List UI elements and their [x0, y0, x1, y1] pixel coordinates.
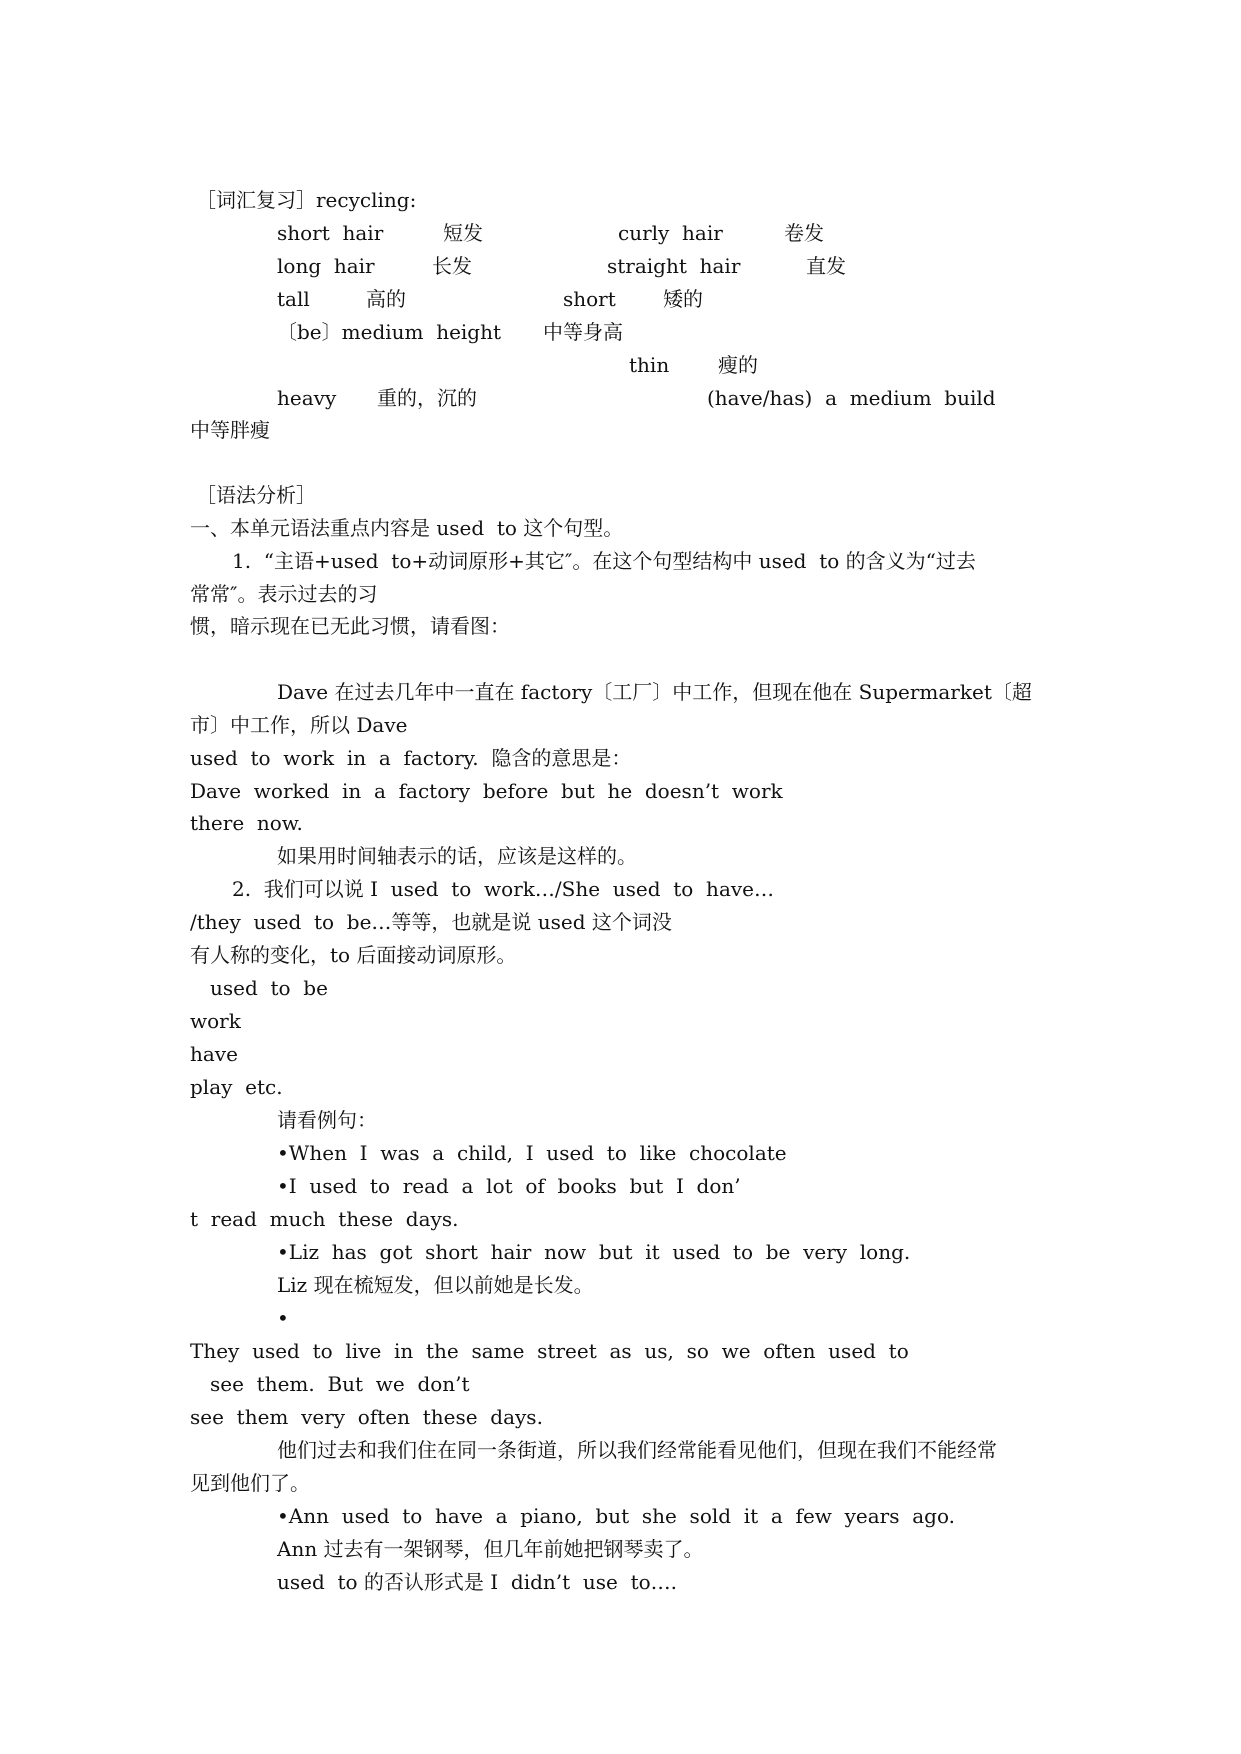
example-4-translation-line2: 见到他们了。 [190, 1471, 310, 1495]
used-to-be: used to be [210, 976, 328, 1000]
vocab-zh-heavy: 重的，沉的 [377, 386, 477, 410]
vocab-zh-long-hair: 长发 [432, 254, 472, 278]
example-4-line1: They used to live in the same street as us, so we often used to [190, 1339, 909, 1363]
vocab-en-short-hair: short hair [277, 221, 384, 245]
example-2-line2: t read much these days. [190, 1207, 459, 1231]
vocab-zh-straight-hair: 直发 [806, 254, 846, 278]
vocab-en-thin: thin [629, 353, 670, 377]
vocab-en-tall: tall [277, 287, 310, 311]
vocab-en-medium-height: 〔be〕medium height [277, 320, 502, 344]
grammar-intro: 一、本单元语法重点内容是 used to 这个句型。 [190, 516, 624, 540]
grammar-point2-line3: 有人称的变化，to 后面接动词原形。 [190, 943, 517, 967]
vocab-zh-short-hair: 短发 [443, 221, 483, 245]
vocab-en-long-hair: long hair [277, 254, 375, 278]
verb-work: work [190, 1009, 241, 1033]
vocab-en-straight-hair: straight hair [607, 254, 741, 278]
example-4-bullet: • [277, 1306, 289, 1330]
dave-line1: Dave 在过去几年中一直在 factory〔工厂〕中工作，但现在他在 Supermarket〔超 [277, 680, 1032, 704]
verb-have: have [190, 1042, 238, 1066]
vocab-zh-thin: 瘦的 [718, 353, 758, 377]
vocab-zh-short: 矮的 [663, 287, 703, 311]
grammar-header: ［语法分析］ [196, 483, 316, 507]
grammar-point2-line2: /they used to be…等等，也就是说 used 这个词没 [190, 910, 672, 934]
example-2-line1: •I used to read a lot of books but I don’ [277, 1174, 741, 1198]
dave-line2: 市〕中工作，所以 Dave [190, 713, 408, 737]
example-1: •When I was a child, I used to like chocolate [277, 1141, 787, 1165]
verb-play: play etc. [190, 1075, 283, 1099]
grammar-point1-line2: 常常″。表示过去的习 [190, 582, 378, 606]
grammar-point2-line1: 2. 我们可以说 I used to work…/She used to have… [232, 877, 775, 901]
vocab-en-heavy: heavy [277, 386, 337, 410]
dave-line4: Dave worked in a factory before but he doesn’t work [190, 779, 783, 803]
example-5-translation: Ann 过去有一架钢琴，但几年前她把钢琴卖了。 [277, 1537, 704, 1561]
vocab-en-medium-build: (have/has) a medium build [707, 386, 996, 410]
grammar-point1-line3: 惯，暗示现在已无此习惯，请看图： [190, 614, 510, 638]
vocab-en-short: short [563, 287, 616, 311]
vocab-zh-curly-hair: 卷发 [784, 221, 824, 245]
example-3: •Liz has got short hair now but it used to be very long. [277, 1240, 911, 1264]
dave-line5: there now. [190, 811, 303, 835]
dave-line3: used to work in a factory. 隐含的意思是： [190, 746, 632, 770]
vocab-zh-medium-build: 中等胖瘦 [190, 418, 270, 442]
example-5: •Ann used to have a piano, but she sold it a few years ago. [277, 1504, 955, 1528]
grammar-point1-line1: 1. “主语+used to+动词原形+其它″。在这个句型结构中 used to 的含义为“过去 [232, 549, 976, 573]
vocab-zh-tall: 高的 [366, 287, 406, 311]
example-4-line2: see them. But we don’t [210, 1372, 470, 1396]
examples-header: 请看例句： [277, 1108, 377, 1132]
example-4-line3: see them very often these days. [190, 1405, 543, 1429]
vocab-header: ［词汇复习］recycling: [196, 188, 417, 212]
timeline-note: 如果用时间轴表示的话，应该是这样的。 [277, 844, 637, 868]
negative-form: used to 的否认形式是 I didn’t use to…. [277, 1570, 678, 1594]
example-4-translation-line1: 他们过去和我们住在同一条街道，所以我们经常能看见他们，但现在我们不能经常 [277, 1438, 997, 1462]
example-3-translation: Liz 现在梳短发，但以前她是长发。 [277, 1273, 594, 1297]
vocab-zh-medium-height: 中等身高 [543, 320, 623, 344]
vocab-en-curly-hair: curly hair [618, 221, 723, 245]
